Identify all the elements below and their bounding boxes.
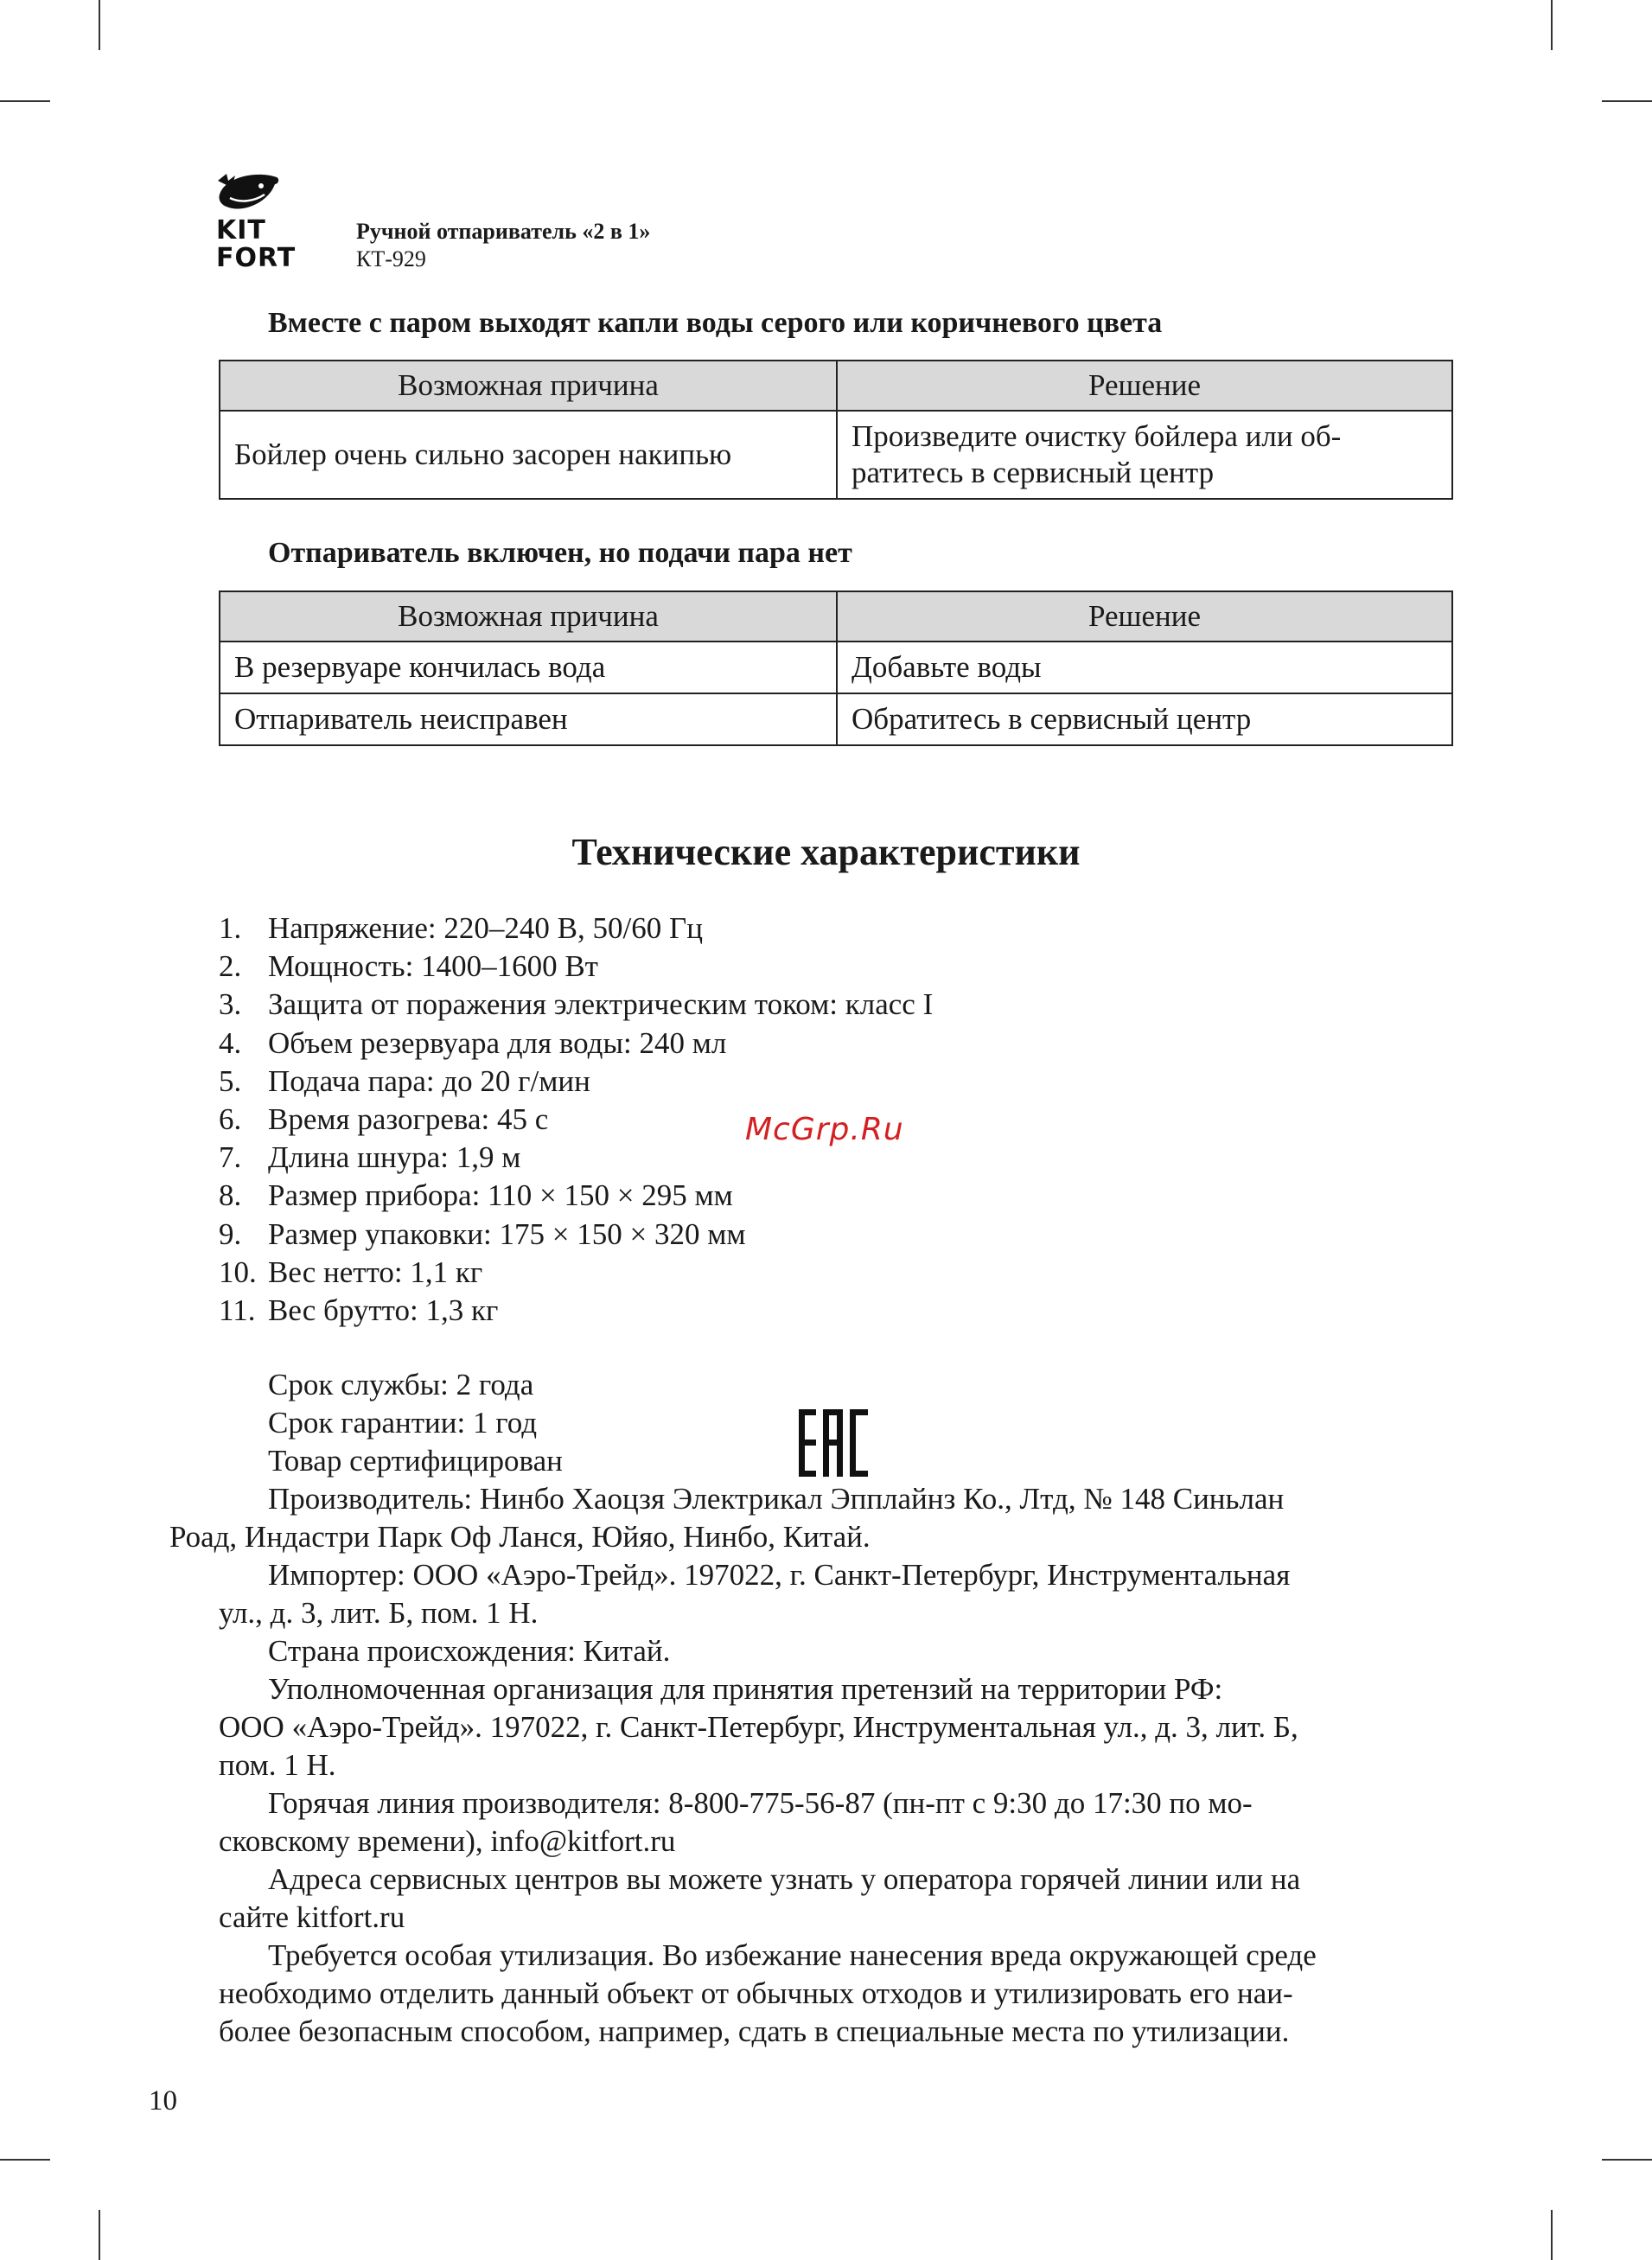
item-text: Мощность: 1400–1600 Вт	[268, 949, 598, 984]
item-text: Вес брутто: 1,3 кг	[268, 1293, 499, 1328]
importer-paragraph	[219, 1556, 1455, 1632]
item-number: 5.	[219, 1063, 242, 1098]
text-line: сковскому времени), info@kitfort.ru	[219, 1824, 676, 1858]
item-text: Размер прибора: 110 × 150 × 295 мм	[268, 1178, 733, 1213]
section-heading-drops: Вместе с паром выходят капли воды серого или коричневого цвета	[268, 307, 1163, 339]
crop-mark	[1602, 100, 1652, 102]
crop-mark	[0, 100, 50, 102]
watermark: McGrp.Ru	[745, 1112, 904, 1147]
table-row	[220, 693, 1452, 745]
item-number: 10.	[219, 1254, 257, 1289]
troubleshooting-table-drops	[219, 360, 1453, 500]
text-line: Уполномоченная организация для принятия претензий на территории РФ:	[268, 1672, 1223, 1706]
list-item	[219, 1254, 933, 1292]
authorized-paragraph	[219, 1670, 1455, 1784]
column-header-solution: Решение	[837, 361, 1452, 411]
text-line: ул., д. 3, лит. Б, пом. 1 Н.	[219, 1596, 539, 1630]
item-text: Защита от поражения электрическим током: класс I	[268, 987, 934, 1022]
table-row	[220, 642, 1452, 693]
manufacturer-info	[169, 1480, 1455, 2051]
eac-mark-icon	[797, 1408, 870, 1483]
item-text: Объем резервуара для воды: 240 мл	[268, 1025, 727, 1060]
page-number: 10	[149, 2085, 177, 2116]
certification: Товар сертифицирован	[268, 1444, 563, 1478]
item-number: 8.	[219, 1178, 242, 1213]
product-title: Ручной отпариватель «2 в 1»	[356, 219, 651, 244]
crop-mark	[1602, 2159, 1652, 2161]
item-number: 4.	[219, 1025, 242, 1060]
text-line: Требуется особая утилизация. Во избежание нанесения вреда окружающей среде	[268, 1938, 1317, 1972]
crop-mark	[1551, 0, 1553, 50]
hotline-paragraph	[219, 1784, 1455, 1861]
text-line: пом. 1 Н.	[219, 1748, 336, 1782]
item-text: Подача пара: до 20 г/мин	[268, 1063, 590, 1098]
text-line: Горячая линия производителя: 8-800-775-56-87 (пн-пт с 9:30 до 17:30 по мо-	[268, 1786, 1253, 1820]
service-life: Срок службы: 2 года	[268, 1368, 534, 1401]
crop-mark	[1551, 2210, 1553, 2260]
brand-name-fort: FORT	[216, 243, 297, 273]
service-info	[268, 1366, 563, 1480]
origin-paragraph: Страна происхождения: Китай.	[268, 1634, 671, 1668]
manufacturer-paragraph	[169, 1480, 1455, 1556]
list-item	[219, 1292, 933, 1330]
solution-cell: Добавьте воды	[837, 642, 1452, 693]
item-number: 6.	[219, 1102, 242, 1137]
crop-mark	[99, 2210, 100, 2260]
warranty-period: Срок гарантии: 1 год	[268, 1406, 538, 1440]
text-line: более безопасным способом, например, сдать в специальные места по утилизации.	[219, 2014, 1290, 2048]
table-row	[220, 411, 1452, 499]
list-item	[219, 910, 933, 948]
item-number: 11.	[219, 1293, 256, 1328]
list-item	[219, 1063, 933, 1101]
cause-cell: Отпариватель неисправен	[220, 693, 837, 745]
text-line: Роад, Индастри Парк Оф Ланся, Юйяо, Нинбо, Китай.	[169, 1520, 871, 1554]
list-item	[219, 1025, 933, 1063]
column-header-cause: Возможная причина	[220, 591, 837, 642]
troubleshooting-table-no-steam	[219, 591, 1453, 746]
list-item	[219, 986, 933, 1024]
list-item	[219, 1177, 933, 1215]
item-number: 7.	[219, 1140, 242, 1175]
item-number: 1.	[219, 911, 242, 945]
item-number: 2.	[219, 949, 242, 984]
column-header-cause: Возможная причина	[220, 361, 837, 411]
list-item	[219, 948, 933, 986]
crop-mark	[0, 2159, 50, 2161]
text-line: Адреса сервисных центров вы можете узнать у оператора горячей линии или на	[268, 1862, 1301, 1896]
item-text: Напряжение: 220–240 В, 50/60 Гц	[268, 911, 703, 945]
service-centers-paragraph	[219, 1861, 1455, 1937]
text-line: необходимо отделить данный объект от обычных отходов и утилизировать его наи-	[219, 1976, 1293, 2010]
item-text: Длина шнура: 1,9 м	[268, 1140, 521, 1175]
solution-line: ратитесь в сервисный центр	[852, 456, 1215, 489]
whale-icon	[216, 169, 282, 217]
table-header-row	[220, 591, 1452, 642]
list-item	[219, 1216, 933, 1254]
text-line: Производитель: Нинбо Хаоцзя Электрикал Эпплайнз Ко., Лтд, № 148 Синьлан	[268, 1482, 1285, 1516]
brand-logo	[216, 169, 337, 272]
solution-line: Произведите очистку бойлера или об-	[852, 419, 1342, 453]
item-number: 3.	[219, 987, 242, 1022]
specs-title: Технические характеристики	[571, 831, 1081, 873]
solution-cell: Обратитесь в сервисный центр	[837, 693, 1452, 745]
item-number: 9.	[219, 1216, 242, 1251]
crop-mark	[99, 0, 100, 50]
cause-cell: В резервуаре кончилась вода	[220, 642, 837, 693]
section-heading-no-steam: Отпариватель включен, но подачи пара нет	[268, 537, 852, 569]
product-model: КТ-929	[356, 246, 426, 271]
solution-cell	[837, 411, 1452, 499]
table-header-row	[220, 361, 1452, 411]
cause-cell: Бойлер очень сильно засорен накипью	[220, 411, 837, 499]
item-text: Время разогрева: 45 с	[268, 1102, 549, 1137]
text-line: Импортер: ООО «Аэро-Трейд». 197022, г. Санкт-Петербург, Инструментальная	[268, 1558, 1291, 1592]
brand-name-kit: KIT	[216, 215, 266, 246]
document-header	[356, 218, 650, 273]
text-line: ООО «Аэро-Трейд». 197022, г. Санкт-Петербург, Инструментальная ул., д. 3, лит. Б,	[219, 1710, 1298, 1744]
disposal-paragraph	[219, 1937, 1455, 2051]
text-line: сайте kitfort.ru	[219, 1900, 405, 1934]
item-text: Вес нетто: 1,1 кг	[268, 1254, 483, 1289]
column-header-solution: Решение	[837, 591, 1452, 642]
item-text: Размер упаковки: 175 × 150 × 320 мм	[268, 1216, 746, 1251]
